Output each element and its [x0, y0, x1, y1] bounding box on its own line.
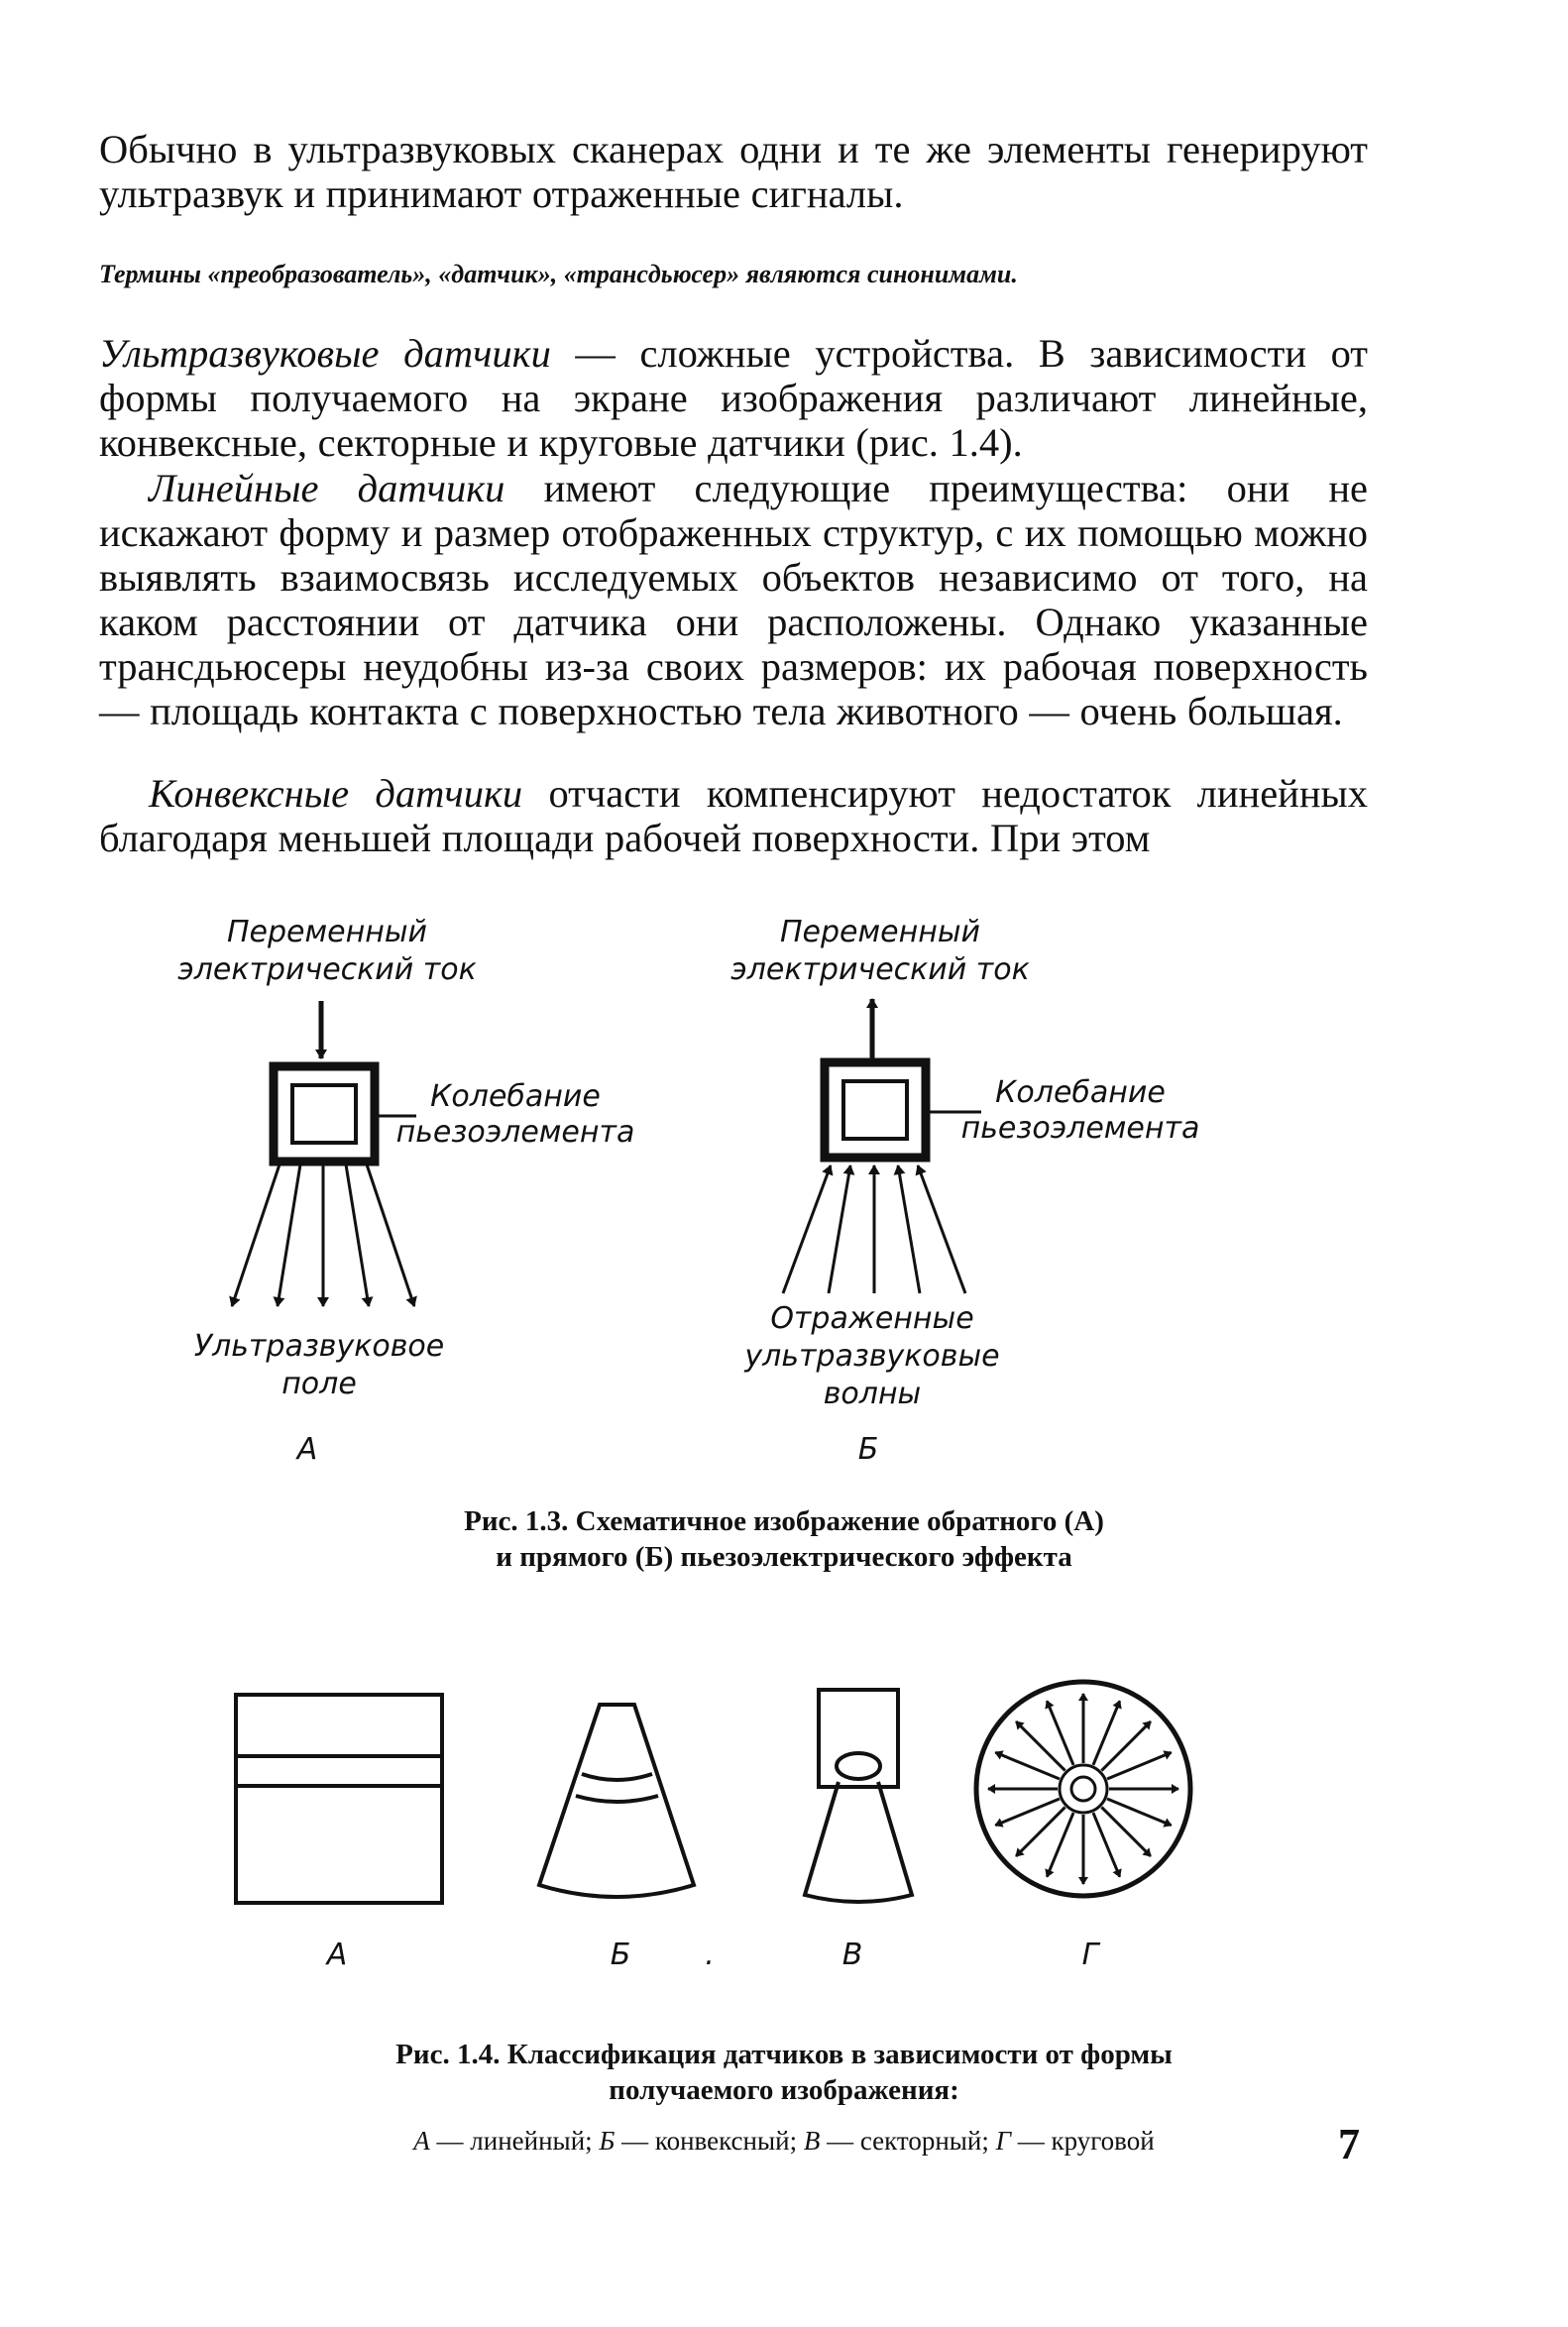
paragraph-convex-sensors-text: отчасти компенсируют недостаток линейных благодаря меньшей площади рабочей поверхности. При этом — [99, 771, 1368, 860]
legend-text-a: — линейный; — [429, 2126, 600, 2156]
term-ultrasound-sensors: Ультразвуковые датчики — [99, 331, 551, 376]
b-bottom-label-2: ультразвуковые — [744, 1339, 1000, 1374]
legend-text-b: — конвексный; — [615, 2126, 804, 2156]
legend-text-d: — круговой — [1011, 2126, 1155, 2156]
a-transducer-outer — [274, 1066, 375, 1162]
b-wave-arrow-2 — [829, 1165, 850, 1293]
figure-1-3-drawing — [0, 892, 1568, 1606]
circular-center-outer — [1060, 1765, 1107, 1813]
paragraph-intro — [99, 127, 1368, 216]
paragraph-ultrasound-sensors — [99, 331, 1368, 465]
b-side-label-2: пьезоэлемента — [960, 1111, 1200, 1146]
a-side-label-2: пьезоэлемента — [395, 1115, 635, 1150]
paragraph-intro-text: Обычно в ультразвуковых сканерах одни и те же элементы генерируют ультразвук и принимают отраженные сигналы. — [99, 127, 1368, 216]
a-field-arrow-1 — [232, 1164, 280, 1306]
circular-rays — [988, 1694, 1178, 1884]
paragraph-ultrasound-sensors-text: — сложные устройства. В зависимости от формы получаемого на экране изображения различают линейные, конвексные, секторные и круговые датчики (рис. 1.4). — [99, 331, 1368, 465]
convex-sensor-image — [539, 1705, 694, 1897]
b-top-label-2: электрический ток — [730, 952, 1030, 987]
legend-letter-c: В — [803, 2126, 821, 2156]
b-bottom-label-1: Отраженные — [770, 1301, 974, 1336]
b-wave-arrow-1 — [783, 1165, 831, 1293]
b-wave-arrow-5 — [918, 1165, 965, 1293]
paragraph-linear-sensors-text: имеют следующие преимущества: они не искажают форму и размер отображенных структур, с их помощью можно выявлять взаимосвязь исследуемых объектов независимо от того, на каком расстоянии от датчика они расположены. Однако указанные трансдьюсеры неудобны из-за своих размеров: их рабочая поверхность — площадь контакта с поверхностью тела животного — очень большая. — [99, 466, 1368, 733]
term-convex-sensors: Конвексные датчики — [149, 771, 523, 816]
figure-1-4-caption-line-1: Рис. 1.4. Классификация датчиков в зависимости от формы — [395, 2039, 1173, 2070]
figure-1-4-caption-line-2: получаемого изображения: — [609, 2074, 959, 2106]
b-wave-arrows — [783, 1165, 965, 1293]
b-transducer-outer — [825, 1062, 926, 1158]
b-side-label-1: Колебание — [995, 1075, 1166, 1110]
fig14-letter-c: В — [841, 1938, 863, 1972]
a-side-label-1: Колебание — [430, 1079, 601, 1114]
b-piezo-element — [843, 1081, 907, 1139]
circular-sensor-image — [976, 1682, 1190, 1896]
a-field-arrow-2 — [278, 1164, 300, 1306]
legend-letter-b: Б — [599, 2126, 616, 2156]
sector-element — [837, 1753, 880, 1779]
sector-housing — [819, 1690, 898, 1787]
a-top-label-2: электрический ток — [177, 952, 477, 987]
paragraph-convex-sensors — [99, 771, 1368, 860]
paragraph-linear-sensors — [99, 466, 1368, 733]
figure-1-3-caption-line-1: Рис. 1.3. Схематичное изображение обратного (А) — [464, 1505, 1104, 1537]
term-linear-sensors: Линейные датчики — [149, 466, 505, 510]
a-bottom-label-2: поле — [281, 1367, 357, 1401]
convex-arc-1 — [582, 1774, 652, 1780]
figure-1-3-caption — [0, 1503, 1568, 1575]
fig14-letter-a: А — [326, 1938, 348, 1972]
a-field-arrows — [232, 1164, 414, 1306]
linear-frame — [236, 1695, 442, 1903]
sector-sensor-image — [805, 1690, 912, 1902]
synonyms-note: Термины «преобразователь», «датчик», «трансдьюсер» являются синонимами. — [99, 260, 1018, 288]
a-letter: А — [296, 1432, 318, 1467]
figure-1-3 — [0, 892, 1568, 1606]
sector-beam — [805, 1782, 912, 1902]
a-top-label-1: Переменный — [226, 915, 428, 949]
diagram-b-direct-effect — [730, 915, 1199, 1467]
diagram-a-reverse-effect — [177, 915, 634, 1467]
b-top-label-1: Переменный — [779, 915, 981, 949]
fig14-letter-d: Г — [1081, 1938, 1099, 1972]
a-bottom-label-1: Ультразвуковое — [193, 1329, 445, 1364]
figure-1-4-drawing — [0, 1675, 1568, 2002]
legend-letter-d: Г — [995, 2126, 1011, 2156]
fig14-dot: . — [705, 1938, 715, 1972]
linear-sensor-image — [236, 1695, 442, 1903]
a-piezo-element — [292, 1085, 356, 1143]
legend-letter-a: А — [413, 2126, 430, 2156]
a-field-arrow-4 — [346, 1164, 369, 1306]
b-letter: Б — [857, 1432, 879, 1467]
b-wave-arrow-4 — [898, 1165, 920, 1293]
b-bottom-label-3: волны — [823, 1377, 922, 1411]
fig14-letter-b: Б — [610, 1938, 631, 1972]
figure-1-4-legend — [0, 2126, 1568, 2157]
legend-text-c: — секторный; — [820, 2126, 996, 2156]
a-field-arrow-5 — [367, 1164, 414, 1306]
figure-1-4 — [0, 1675, 1568, 2002]
figure-1-4-caption — [0, 2037, 1568, 2108]
figure-1-3-caption-line-2: и прямого (Б) пьезоэлектрического эффекта — [496, 1541, 1072, 1573]
convex-arc-2 — [576, 1796, 658, 1802]
page-number: 7 — [1338, 2120, 1360, 2168]
circular-center-inner — [1071, 1777, 1095, 1801]
